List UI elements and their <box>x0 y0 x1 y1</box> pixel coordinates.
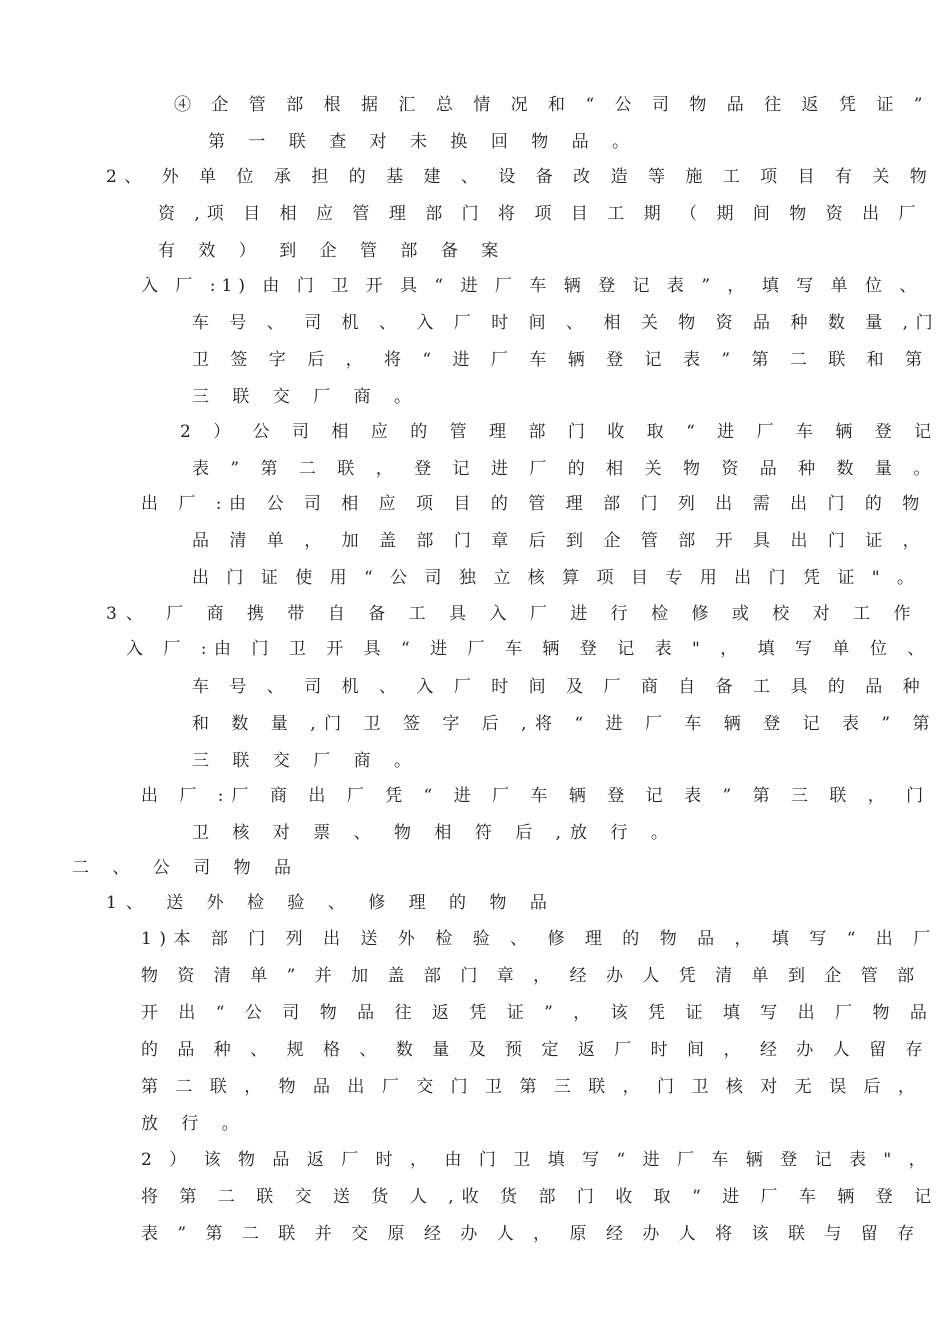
text-line: 将 第 二 联 交 送 货 人 ,收 货 部 门 收 取 “ 进 厂 车 辆 登 记 <box>141 1187 940 1207</box>
section-heading: 二 、 公 司 物 品 <box>72 858 301 878</box>
list-item-heading: 3、 厂 商 携 带 自 备 工 具 入 厂 进 行 检 修 或 校 对 工 作 <box>106 604 920 624</box>
text-line: 车 号 、 司 机 、 入 厂 时 间 及 厂 商 自 备 工 具 的 品 种 <box>192 677 928 697</box>
text-line: 有 效 ） 到 企 管 部 备 案 <box>158 241 508 261</box>
text-line: 的 品 种 、 规 格 、 数 量 及 预 定 返 厂 时 间 ， 经 办 人 留 存 <box>141 1040 930 1060</box>
text-line: 入 厂 :由 门 卫 开 具 “ 进 厂 车 辆 登 记 表 " ， 填 写 单 位 、 <box>126 639 932 659</box>
text-line: ④ 企 管 部 根 据 汇 总 情 况 和 “ 公 司 物 品 往 返 凭 证 ” <box>174 95 930 115</box>
text-line: 出 厂 :由 公 司 相 应 项 目 的 管 理 部 门 列 出 需 出 门 的 物 <box>141 494 927 514</box>
list-item-heading: 1、 送 外 检 验 、 修 理 的 物 品 <box>106 893 556 913</box>
text-line: 开 出 “ 公 司 物 品 往 返 凭 证 ” ， 该 凭 证 填 写 出 厂 物 品 <box>141 1003 935 1023</box>
text-line: 资 ,项 目 相 应 管 理 部 门 将 项 目 工 期 （ 期 间 物 资 出 厂 <box>158 204 923 224</box>
text-line: 第 二 联 ， 物 品 出 厂 交 门 卫 第 三 联 ， 门 卫 核 对 无 误 后 ， <box>141 1077 921 1097</box>
text-line: 第 一 联 查 对 未 换 回 物 品 。 <box>208 132 639 152</box>
text-line: 和 数 量 ,门 卫 签 字 后 ,将 “ 进 厂 车 辆 登 记 表 ” 第 <box>192 714 938 734</box>
text-line: 车 号 、 司 机 、 入 厂 时 间 、 相 关 物 资 品 种 数 量 ,门 <box>192 313 941 333</box>
list-item-heading: 2、 外 单 位 承 担 的 基 建 、 设 备 改 造 等 施 工 项 目 有 关 物 <box>106 167 935 187</box>
text-line: 品 清 单 ， 加 盖 部 门 章 后 到 企 管 部 开 具 出 门 证 ， <box>192 531 928 551</box>
text-line: 三 联 交 厂 商 。 <box>192 751 421 771</box>
text-line: 三 联 交 厂 商 。 <box>192 387 421 407</box>
text-line: 入 厂 :1) 由 门 卫 开 具 “ 进 厂 车 辆 登 记 表 ” ， 填 写 单 位 、 <box>141 276 923 296</box>
text-line: 2 ） 公 司 相 应 的 管 理 部 门 收 取 “ 进 厂 车 辆 登 记 <box>180 422 940 442</box>
text-line: 表 ” 第 二 联 ， 登 记 进 厂 的 相 关 物 资 品 种 数 量 。 <box>192 459 939 479</box>
text-line: 表 ” 第 二 联 并 交 原 经 办 人 ， 原 经 办 人 将 该 联 与 留 存 <box>141 1224 922 1244</box>
text-line: 出 门 证 使 用 “ 公 司 独 立 核 算 项 目 专 用 出 门 凭 证 " 。 <box>192 568 920 588</box>
text-line: 物 资 清 单 ” 并 加 盖 部 门 章 ， 经 办 人 凭 清 单 到 企 管 部 <box>141 966 922 986</box>
text-line: 2 ） 该 物 品 返 厂 时 ， 由 门 卫 填 写 “ 进 厂 车 辆 登 记 表 " ， <box>141 1150 932 1170</box>
text-line: 卫 签 字 后 ， 将 “ 进 厂 车 辆 登 记 表 ” 第 二 联 和 第 <box>192 350 931 370</box>
text-line: 1)本 部 门 列 出 送 外 检 验 、 修 理 的 物 品 ， 填 写 “ 出 厂 <box>141 929 938 949</box>
text-line: 卫 核 对 票 、 物 相 符 后 ,放 行 。 <box>192 823 677 843</box>
text-line: 出 厂 :厂 商 出 厂 凭 “ 进 厂 车 辆 登 记 表 ” 第 三 联 ， 门 <box>141 786 932 806</box>
text-line: 放 行 。 <box>141 1114 248 1134</box>
